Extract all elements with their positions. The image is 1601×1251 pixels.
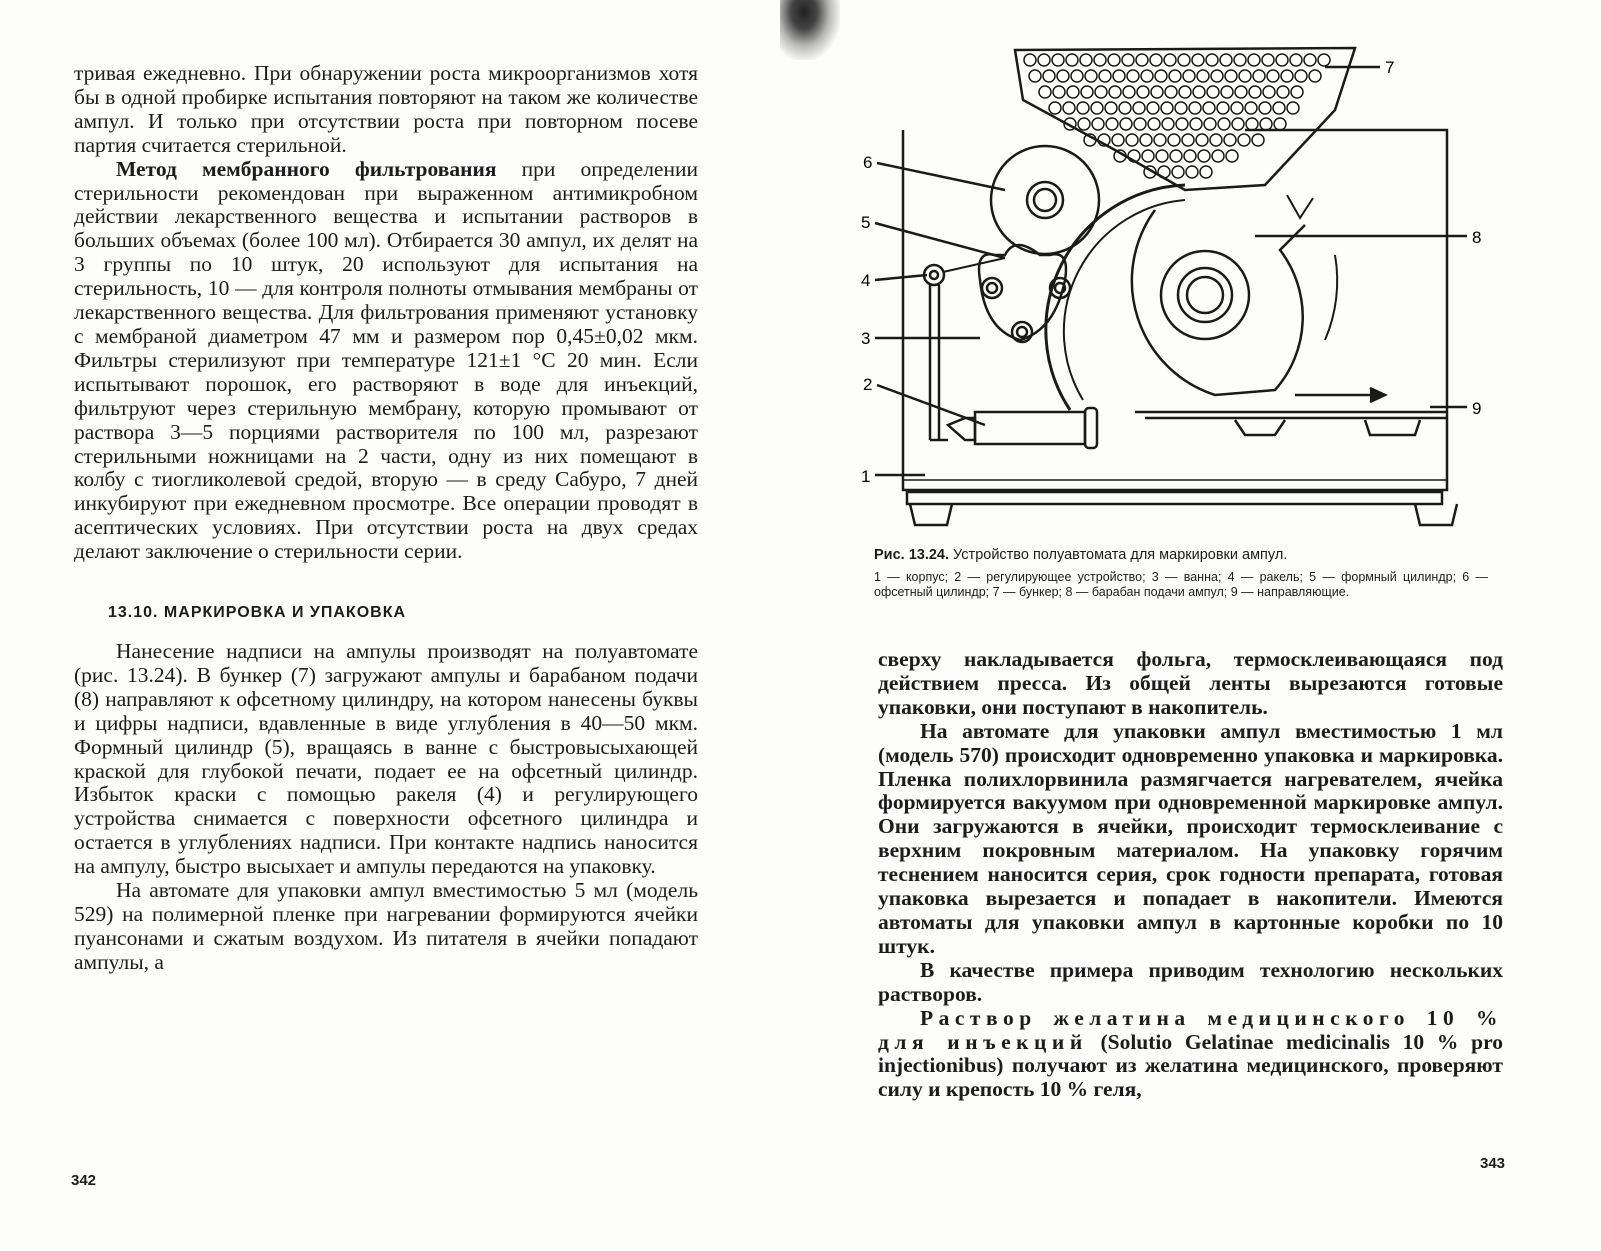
ampoule-ball — [1123, 86, 1135, 98]
ampoule-ball — [1291, 86, 1303, 98]
ampoule-ball — [1262, 54, 1274, 66]
paragraph: На автомате для упаковки ампул вместимостью 1 мл (модель 570) происходит одновременно упаковка и маркировка. Пленка полихлорвинила размягчается нагревателем, ячейка формируется вакуумом при одновременной маркировке ампул. Они загружаются в ячейки, происходит термосклеивание с верхним покровным материалом. На упаковку горячим теснением наносится серия, срок годности препарата, готовая упаковка вырезается и попадает в накопители. Имеются автоматы для упаковки ампул в картонные коробки по 10 штук. — [878, 718, 1503, 958]
ampoule-ball — [1179, 86, 1191, 98]
ampoule-ball — [1274, 118, 1286, 130]
ampoule-ball — [1198, 150, 1210, 162]
label-8: 8 — [1472, 228, 1482, 247]
ampoule-ball — [1091, 102, 1103, 114]
ampoule-ball — [1226, 150, 1238, 162]
ampoule-ball — [1221, 86, 1233, 98]
ampoule-ball — [1052, 54, 1064, 66]
ampoule-ball — [1203, 102, 1215, 114]
paragraph-text: (Solutio Gelatinae medicinalis 10 % pro injectionibus) получают из желатина медицинского, проверяют силу и крепость 10 % геля, — [878, 1029, 1503, 1102]
ampoule-ball — [1277, 86, 1289, 98]
ampoule-ball — [1094, 54, 1106, 66]
ampoule-ball — [1196, 134, 1208, 146]
foot-left — [910, 504, 952, 525]
ampoule-ball — [1212, 150, 1224, 162]
ampoule-ball — [1186, 166, 1198, 178]
ampoule-ball — [1231, 102, 1243, 114]
ampoule-ball — [1206, 54, 1218, 66]
ampoule-ball — [1105, 102, 1117, 114]
ampoule-ball — [1120, 118, 1132, 130]
ampoule-ball — [1193, 86, 1205, 98]
figure-caption — [874, 546, 1488, 600]
ampoule-ball — [1211, 70, 1223, 82]
ampoule-ball — [1137, 86, 1149, 98]
offset-cylinder — [991, 146, 1099, 254]
ampoule-ball — [1290, 54, 1302, 66]
ampoule-ball — [1109, 86, 1121, 98]
ampoule-ball — [1183, 70, 1195, 82]
ampoule-ball — [1239, 70, 1251, 82]
ampoule-ball — [1176, 118, 1188, 130]
ampoule-ball — [1246, 118, 1258, 130]
ampoule-ball — [1245, 102, 1257, 114]
ampoule-ball — [1204, 118, 1216, 130]
regulating-device — [975, 412, 1085, 444]
ampoule-ball — [1252, 134, 1264, 146]
ampoule-ball — [1276, 54, 1288, 66]
ampoule-ball — [1067, 86, 1079, 98]
ampoule-balls — [1024, 54, 1330, 178]
ampoule-ball — [1122, 54, 1134, 66]
ampoule-ball — [1169, 70, 1181, 82]
ampoule-ball — [1165, 86, 1177, 98]
support-foot — [1235, 420, 1285, 435]
ampoule-ball — [1210, 134, 1222, 146]
caption-title — [874, 546, 1488, 564]
ampoule-ball — [1161, 102, 1173, 114]
machine-diagram — [855, 40, 1505, 530]
ampoule-ball — [1150, 54, 1162, 66]
paragraph-membrane-method — [74, 158, 698, 564]
ampoule-ball — [1318, 54, 1330, 66]
ampoule-ball — [1085, 70, 1097, 82]
ampoule-ball — [1108, 54, 1120, 66]
ampoule-ball — [1127, 70, 1139, 82]
ampoule-ball — [1189, 102, 1201, 114]
ampoule-ball — [1049, 102, 1061, 114]
ampoule-ball — [1207, 86, 1219, 98]
ampoule-ball — [1249, 86, 1261, 98]
base-plate — [907, 492, 1442, 504]
ampoule-ball — [1232, 118, 1244, 130]
paragraph: сверху накладывается фольга, термосклеивающаяся под действием пресса. Из общей ленты вырезаются готовые упаковки, они поступают в накопитель. — [878, 647, 1503, 719]
paragraph: На автомате для упаковки ампул вместимостью 5 мл (модель 529) на полимерной пленке при нагревании формируются ячейки пуансонами и сжатым воздухом. Из питателя в ячейки попадают ампулы, а — [74, 878, 698, 974]
ampoule-ball — [1309, 70, 1321, 82]
left-text-column — [74, 62, 698, 975]
ampoule-ball — [1126, 134, 1138, 146]
foot-right — [1415, 504, 1457, 525]
label-7: 7 — [1385, 58, 1395, 77]
ampoule-ball — [1092, 118, 1104, 130]
paragraph: В качестве примера приводим технологию нескольких растворов. — [878, 957, 1503, 1006]
ampoule-ball — [1119, 102, 1131, 114]
paragraph: тривая ежедневно. При обнаружении роста микроорганизмов хотя бы в одной пробирке испытания повторяют на таком же количестве ампул. И только при отсутствии роста при повторном посеве партия считается стерильной. — [74, 61, 698, 157]
paragraph-gelatin — [878, 1007, 1503, 1103]
ampoule-ball — [1081, 86, 1093, 98]
ampoule-ball — [1039, 86, 1051, 98]
ampoule-ball — [1148, 118, 1160, 130]
ampoule-ball — [1304, 54, 1316, 66]
ampoule-ball — [1071, 70, 1083, 82]
label-1: 1 — [861, 467, 871, 486]
ampoule-ball — [1238, 134, 1250, 146]
ampoule-ball — [1141, 70, 1153, 82]
ampoule-ball — [1057, 70, 1069, 82]
ampoule-ball — [1053, 86, 1065, 98]
ampoule-ball — [1029, 70, 1041, 82]
ampoule-ball — [1162, 118, 1174, 130]
caption-figure-number: Рис. 13.24. — [874, 547, 950, 563]
ampoule-ball — [1192, 54, 1204, 66]
ampoule-ball — [1154, 134, 1166, 146]
ampoule-ball — [1218, 118, 1230, 130]
ampoule-ball — [1184, 150, 1196, 162]
page-number-left: 342 — [71, 1172, 97, 1189]
ampoule-ball — [1095, 86, 1107, 98]
ampoule-ball — [1287, 102, 1299, 114]
rotation-arrow — [1325, 255, 1337, 340]
ampoule-ball — [1248, 54, 1260, 66]
caption-legend: 1 — корпус; 2 — регулирующее устройство; 3 — ванна; 4 — ракель; 5 — формный цилиндр; 6 — офсетный цилиндр; 7 — бункер; 8 — барабан подачи ампул; 9 — направляющие. — [874, 570, 1488, 599]
ampoule-ball — [1170, 150, 1182, 162]
ampoule-ball — [1235, 86, 1247, 98]
right-text-column — [878, 648, 1503, 1102]
caption-title-text: Устройство полуавтомата для маркировки ампул. — [949, 547, 1288, 563]
label-9: 9 — [1472, 399, 1482, 418]
ampoule-ball — [1190, 118, 1202, 130]
ampoule-ball — [1172, 166, 1184, 178]
regulator-tip — [948, 418, 975, 440]
term-membrane-filtration: Метод мембранного фильтрования — [116, 156, 497, 181]
paragraph: Нанесение надписи на ампулы производят на полуавтомате (рис. 13.24). В бункер (7) загружают ампулы и барабаном подачи (8) направляют к офсетному цилиндру, на котором нанесены буквы и цифры надписи, вдавленные в виде углубления в 40—50 мкм. Формный цилиндр (5), вращаясь в ванне с быстровысыхающей краской для глубокой печати, подает ее на офсетный цилиндр. Избыток краски с помощью ракеля (4) и регулирующего устройства снимается с поверхности офсетного цилиндра и остается в углублениях надписи. При контакте надпись наносится на ампулу, быстро высыхает и ампулы передаются на упаковку. — [74, 639, 698, 879]
ampoule-ball — [1197, 70, 1209, 82]
ampoule-ball — [1260, 118, 1272, 130]
ampoule-ball — [1281, 70, 1293, 82]
ampoule-ball — [1182, 134, 1194, 146]
ampoule-ball — [1140, 134, 1152, 146]
label-6: 6 — [863, 153, 873, 172]
ampoule-ball — [1220, 54, 1232, 66]
ampoule-ball — [1273, 102, 1285, 114]
ampoule-ball — [1155, 70, 1167, 82]
feed-drum-hub — [1161, 251, 1249, 339]
ampoule-ball — [1175, 102, 1187, 114]
label-5: 5 — [861, 213, 871, 232]
ampoule-ball — [1259, 102, 1271, 114]
ampoule-ball — [1043, 70, 1055, 82]
ampoule-ball — [1178, 54, 1190, 66]
feed-drum-gear — [1132, 210, 1305, 395]
ampoule-ball — [1038, 54, 1050, 66]
ampoule-ball — [1217, 102, 1229, 114]
section-heading: 13.10. МАРКИРОВКА И УПАКОВКА — [108, 604, 407, 622]
ampoule-ball — [1164, 54, 1176, 66]
gelatin-solution-name: Раствор желатина медицинского 10 % для инъекций — [878, 1005, 1503, 1054]
ampoule-ball — [1267, 70, 1279, 82]
ampoule-ball — [1133, 102, 1145, 114]
ampoule-ball — [1080, 54, 1092, 66]
ampoule-ball — [1147, 102, 1159, 114]
ampoule-ball — [1112, 134, 1124, 146]
ampoule-ball — [1077, 102, 1089, 114]
ampoule-ball — [1142, 150, 1154, 162]
ampoule-ball — [1168, 134, 1180, 146]
ampoule-ball — [1078, 118, 1090, 130]
ampoule-ball — [1113, 70, 1125, 82]
ampoule-ball — [1024, 54, 1036, 66]
blade-stand — [930, 285, 948, 440]
ampoule-ball — [1066, 54, 1078, 66]
ampoule-ball — [1234, 54, 1246, 66]
ampoule-ball — [1225, 70, 1237, 82]
ampoule-ball — [1158, 166, 1170, 178]
ampoule-ball — [1295, 70, 1307, 82]
label-4: 4 — [861, 271, 871, 290]
ampoule-ball — [1253, 70, 1265, 82]
ampoule-ball — [1106, 118, 1118, 130]
ampoule-ball — [1099, 70, 1111, 82]
ampoule-ball — [1063, 102, 1075, 114]
page-number-right: 343 — [1480, 1155, 1506, 1172]
ampoule-ball — [1224, 134, 1236, 146]
ampoule-ball — [1151, 86, 1163, 98]
ampoule-ball — [1263, 86, 1275, 98]
label-3: 3 — [861, 329, 871, 348]
paragraph-text: при определении стерильности рекомендован при выраженном антимикробном действии лекарственного вещества и испытании растворов в больших объемах (более 100 мл). Отбирается 30 ампул, их делят на 3 группы по 10 штук, 20 используют для испытания на стерильность, 10 — для контроля полноты отмывания мембраны от лекарственного вещества. Для фильтрования применяют установку с мембраной диаметром 47 мм и размером пор 0,45±0,02 мкм. Фильтры стерилизуют при температуре 121±1 °С 20 мин. Если испытывают порошок, его растворяют в воде для инъекций, фильтруют через стерильную мембрану, которую промывают от раствора 3—5 порциями растворителя по 100 мл, разрезают стерильными ножницами на 2 части, одну из них помещают в колбу с тиогликолевой средой, вторую — в среду Сабуро, 7 дней инкубируют при ежедневном просмотре. Все операции проводят в асептических условиях. При отсутствии роста на двух средах делают заключение о стерильности серии. — [74, 156, 698, 564]
ampoule-ball — [1156, 150, 1168, 162]
ampoule-ball — [1136, 54, 1148, 66]
ampoule-ball — [1134, 118, 1146, 130]
guide-curve — [1046, 185, 1185, 410]
figure-ampoule-marking-machine — [855, 40, 1505, 530]
ampoule-ball — [1200, 166, 1212, 178]
label-2: 2 — [863, 375, 873, 394]
